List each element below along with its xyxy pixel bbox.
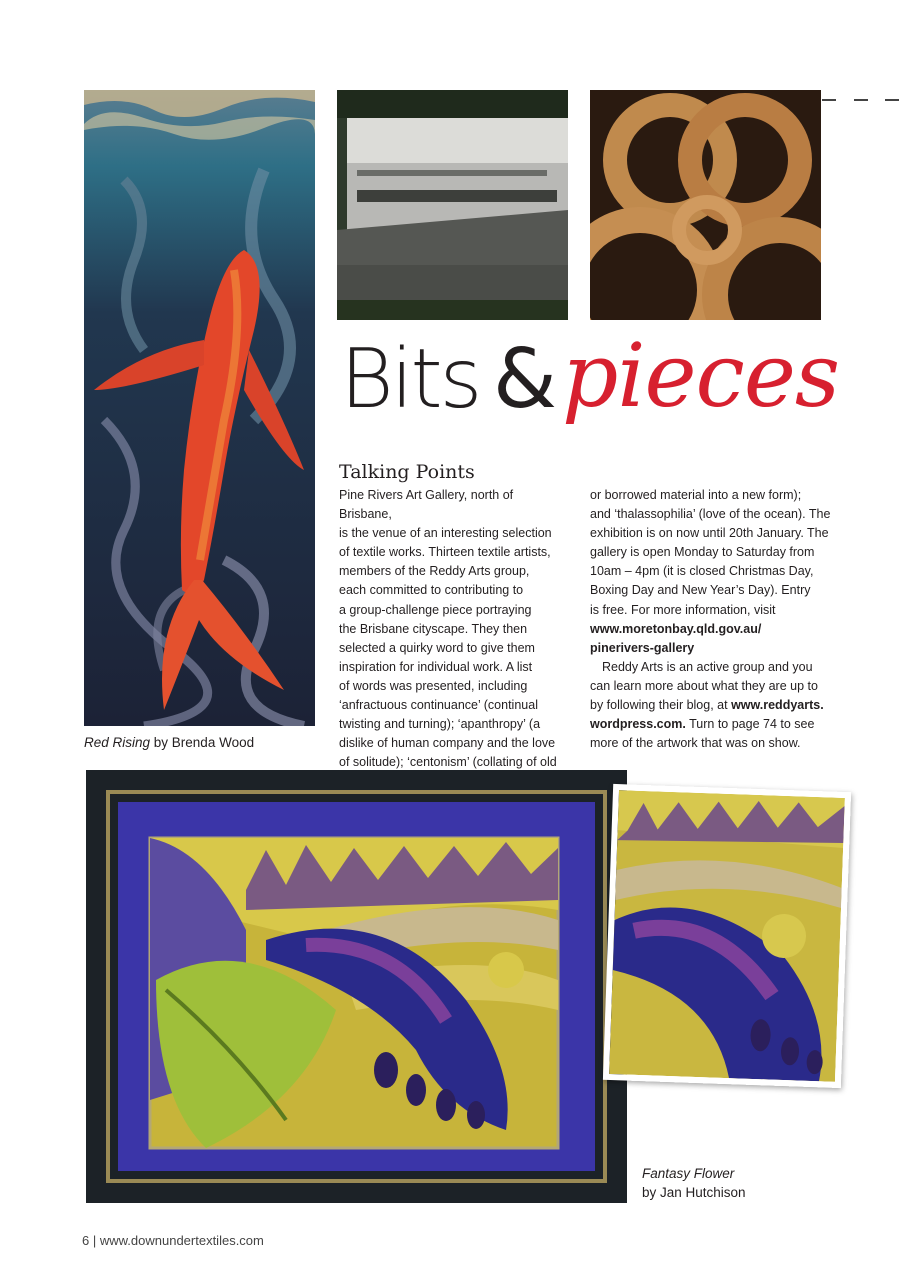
text-line: twisting and turning); ‘apanthropy’ (a: [339, 717, 541, 732]
text-fragment: by following their blog, at: [590, 698, 732, 713]
fantasy-flower-caption: [642, 1164, 746, 1202]
text-line: members of the Reddy Arts group,: [339, 564, 530, 579]
text-line: Reddy Arts is an active group and you: [602, 659, 813, 674]
text-line: of words was presented, including: [339, 678, 528, 693]
rope-artwork: [590, 90, 821, 320]
text-line: and ‘thalassophilia’ (love of the ocean). The: [590, 507, 831, 522]
header-dash: [854, 99, 868, 101]
caption-title: Red Rising: [84, 735, 151, 750]
header-dash: [885, 99, 899, 101]
text-line: the Brisbane cityscape. They then: [339, 621, 528, 636]
caption-artist: by Brenda Wood: [150, 735, 255, 750]
fantasy-flower-artwork: [86, 770, 627, 1203]
article-subhead: Talking Points: [339, 461, 475, 483]
article-column-1: [339, 486, 569, 772]
article-column-2: [590, 486, 840, 753]
caption-artist: by Jan Hutchison: [642, 1185, 746, 1200]
page-title: [340, 324, 900, 448]
text-line: is the venue of an interesting selection: [339, 526, 552, 541]
text-line: exhibition is on now until 20th January. The: [590, 526, 829, 541]
text-line: gallery is open Monday to Saturday from: [590, 545, 815, 560]
title-part2: pieces: [562, 324, 840, 427]
title-part1: Bits: [340, 332, 480, 427]
text-line: 10am – 4pm (it is closed Christmas Day,: [590, 564, 814, 579]
footer-separator: |: [89, 1233, 100, 1248]
text-line: inspiration for individual work. A list: [339, 659, 533, 674]
text-line: Boxing Day and New Year’s Day). Entry: [590, 583, 811, 598]
red-rising-caption: [84, 733, 254, 752]
text-line: is free. For more information, visit: [590, 602, 776, 617]
ship-artwork: [337, 90, 568, 320]
text-line: more of the artwork that was on show.: [590, 736, 801, 751]
text-line: selected a quirky word to give them: [339, 640, 535, 655]
page-number: 6: [82, 1233, 90, 1248]
text-line: a group-challenge piece portraying: [339, 602, 532, 617]
blog-link-cont[interactable]: wordpress.com.: [590, 717, 686, 732]
text-fragment: Turn to page 74 to see: [685, 717, 815, 732]
text-line: of solitude); ‘centonism’ (collating of old: [339, 755, 557, 770]
caption-title: Fantasy Flower: [642, 1166, 735, 1181]
text-line: dislike of human company and the love: [339, 736, 556, 751]
header-dash: [822, 99, 836, 101]
text-line: each committed to contributing to: [339, 583, 524, 598]
text-line: of textile works. Thirteen textile artists,: [339, 545, 551, 560]
gallery-link[interactable]: www.moretonbay.qld.gov.au/: [590, 621, 762, 636]
gallery-link-cont[interactable]: pinerivers-gallery: [590, 640, 695, 655]
footer-website[interactable]: www.downundertextiles.com: [99, 1233, 264, 1248]
title-ampersand: &: [493, 332, 557, 427]
red-rising-artwork: [84, 90, 315, 726]
text-line: or borrowed material into a new form);: [590, 488, 802, 502]
fantasy-flower-detail: [603, 784, 851, 1088]
blog-link[interactable]: www.reddyarts.: [731, 698, 824, 713]
text-line: can learn more about what they are up to: [590, 678, 818, 693]
text-line: Pine Rivers Art Gallery, north of Brisbane,: [339, 488, 514, 522]
text-line: ‘anfractuous continuance’ (continual: [339, 698, 538, 713]
page-footer: [82, 1233, 264, 1248]
